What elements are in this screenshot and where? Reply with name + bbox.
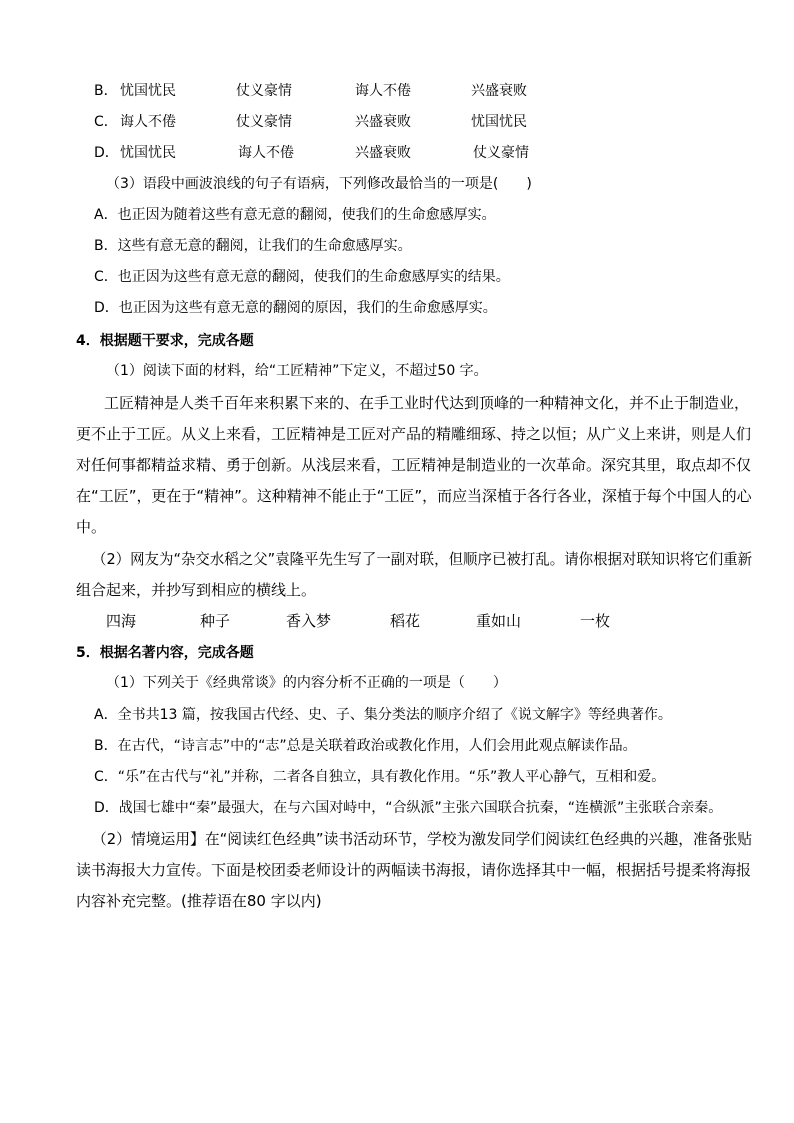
option-d: D．也正因为这些有意无意的翻阅的原因，我们的生命愈感厚实。	[94, 300, 497, 316]
question-5-1-stem: （1）下列关于《经典常谈》的内容分析不正确的一项是（ ）	[106, 675, 507, 691]
question-4-1-stem: （1）阅读下面的材料，给“工匠精神”下定义，不超过50 字。	[106, 363, 488, 379]
option-item: 诲人不倦	[355, 83, 411, 99]
passage-line: 中。	[76, 518, 107, 536]
option-row-c	[94, 112, 794, 132]
option-item: 仗义豪情	[236, 83, 292, 99]
couplet-words	[106, 611, 794, 631]
question-5-2-stem: （2）情境运用】在“阅读红色经典”读书活动环节，学校为激发同学们阅读红色经典的兴趣，准备张贴	[92, 830, 753, 848]
option-item: 忧国忧民	[120, 145, 176, 161]
option-letter: D．	[94, 145, 119, 161]
option-b: B．这些有意无意的翻阅，让我们的生命愈感厚实。	[94, 238, 412, 254]
couplet-word: 四海	[106, 612, 137, 630]
couplet-word: 一枚	[580, 612, 611, 630]
option-row-b	[94, 81, 794, 101]
option-item: 诲人不倦	[238, 145, 294, 161]
passage-line: 工匠精神是人类千百年来积累下来的、在手工业时代达到顶峰的一种精神文化，并不止于制造业，	[104, 394, 750, 412]
option-item: 仗义豪情	[236, 114, 292, 130]
question-4-2-stem: 组合起来，并抄写到相应的横线上。	[76, 581, 317, 599]
option-letter: C．	[94, 114, 118, 130]
question-4-2-stem: （2）网友为“杂交水稻之父”袁隆平先生写了一副对联，但顺序已被打乱。请你根据对联知识将它们重新	[92, 550, 753, 568]
option-item: 仗义豪情	[473, 145, 529, 161]
option-item: 兴盛衰败	[471, 83, 527, 99]
question-5-2-stem: 内容补充完整。(推荐语在80 字以内)	[76, 892, 322, 910]
option-letter: B．	[94, 83, 118, 99]
option-c: C．也正因为这些有意无意的翻阅，使我们的生命愈感厚实的结果。	[94, 269, 510, 285]
question-4-title: 4．根据题干要求，完成各题	[76, 333, 254, 349]
option-a: A．全书共13 篇，按我国古代经、史、子、集分类法的顺序介绍了《说文解字》等经典著作。	[94, 707, 672, 723]
option-c: C．“乐”在古代与“礼”并称，二者各自独立，具有教化作用。“乐”教人平心静气，互相和爱。	[94, 769, 666, 785]
passage-line: 对任何事都精益求精、勇于创新。从浅层来看，工匠精神是制造业的一次革命。深究其里，取点却不仅	[76, 456, 752, 474]
question-3-3-stem: （3）语段中画波浪线的句子有语病，下列修改最恰当的一项是( )	[106, 176, 532, 192]
couplet-word: 香入梦	[286, 612, 332, 630]
question-5-title: 5．根据名著内容，完成各题	[76, 645, 254, 661]
option-row-d	[94, 143, 794, 163]
option-b: B．在古代，“诗言志”中的“志”总是关联着政治或教化作用，人们会用此观点解读作品。	[94, 738, 637, 754]
option-item: 忧国忧民	[471, 114, 527, 130]
couplet-word: 稻花	[390, 612, 421, 630]
option-item: 兴盛衰败	[355, 145, 411, 161]
option-a: A．也正因为随着这些有意无意的翻阅，使我们的生命愈感厚实。	[94, 207, 496, 223]
couplet-word: 种子	[200, 612, 231, 630]
passage-line: 在“工匠”，更在于“精神”。这种精神不能止于“工匠”，而应当深植于各行各业，深植于每个中国人的心	[76, 487, 752, 505]
option-item: 诲人不倦	[120, 114, 176, 130]
option-d: D．战国七雄中“秦”最强大，在与六国对峙中，“合纵派”主张六国联合抗秦，“连横派”主张联合亲秦。	[94, 800, 723, 816]
option-item: 忧国忧民	[120, 83, 176, 99]
passage-line: 更不止于工匠。从义上来看，工匠精神是工匠对产品的精雕细琢、持之以恒；从广义上来讲，则是人们	[76, 425, 752, 443]
option-item: 兴盛衰败	[355, 114, 411, 130]
question-5-2-stem: 读书海报大力宣传。下面是校团委老师设计的两幅读书海报，请你选择其中一幅，根据括号提柔将海报	[76, 861, 752, 879]
couplet-word: 重如山	[476, 612, 522, 630]
